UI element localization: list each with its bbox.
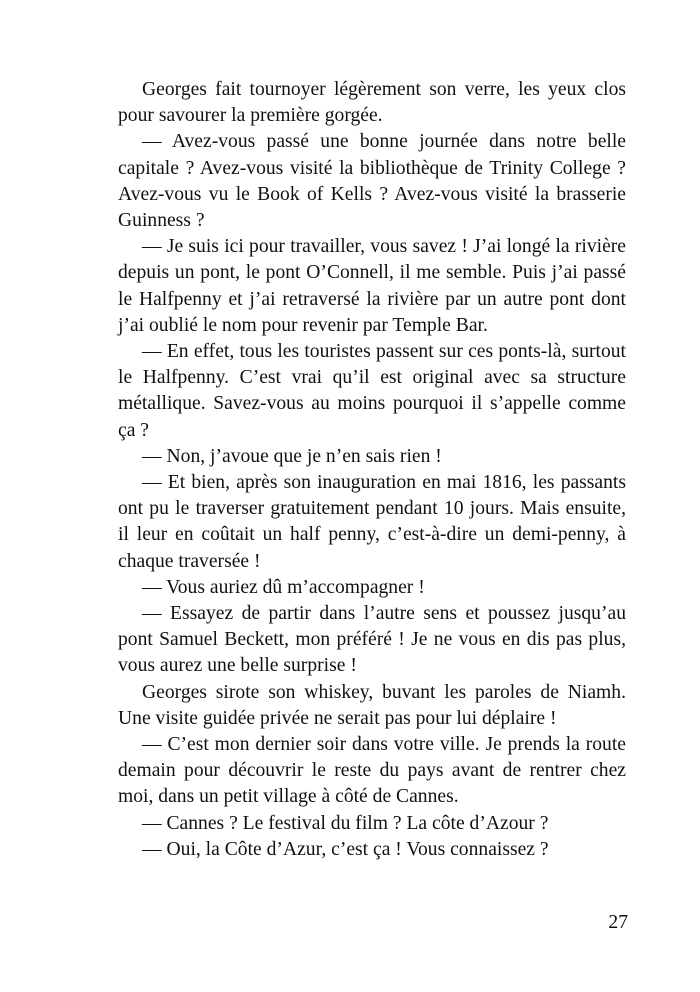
paragraph: Georges sirote son whiskey, buvant les paroles de Niamh. Une visite guidée privée ne serait pas pour lui déplaire !: [118, 681, 626, 729]
dialogue-line: — Vous auriez dû m’accompagner !: [142, 576, 425, 598]
dialogue-line: — En effet, tous les touristes passent sur ces ponts-là, surtout le Halfpenny. C’est vrai qu’il est original avec sa structure métallique. Savez-vous au moins pourquoi il s’appelle comme ça ?: [118, 341, 626, 441]
dialogue-line: — Cannes ? Le festival du film ? La côte d’Azour ?: [142, 812, 549, 834]
body-text: [118, 77, 626, 863]
page-number: 27: [608, 912, 628, 933]
dialogue-line: — Et bien, après son inauguration en mai 1816, les passants ont pu le traverser gratuitement pendant 10 jours. Mais ensuite, il leur en coûtait un half penny, c’est-à-dire un demi-penny, à chaque traversée !: [118, 472, 626, 572]
dialogue-line: — C’est mon dernier soir dans votre ville. Je prends la route demain pour découvrir le reste du pays avant de rentrer chez moi, dans un petit village à côté de Cannes.: [118, 734, 626, 808]
paragraph: Georges fait tournoyer légèrement son verre, les yeux clos pour savourer la première gorgée.: [118, 79, 626, 127]
dialogue-line: — Oui, la Côte d’Azur, c’est ça ! Vous connaissez ?: [142, 838, 549, 860]
dialogue-line: — Avez-vous passé une bonne journée dans notre belle capitale ? Avez-vous visité la bibliothèque de Trinity College ? Avez-vous vu le Book of Kells ? Avez-vous visité la brasserie Guinness ?: [118, 131, 626, 232]
dialogue-line: — Essayez de partir dans l’autre sens et poussez jusqu’au pont Samuel Beckett, mon préféré ! Je ne vous en dis pas plus, vous aurez une belle surprise !: [118, 603, 626, 677]
dialogue-line: — Je suis ici pour travailler, vous savez ! J’ai longé la rivière depuis un pont, le pont O’Connell, il me semble. Puis j’ai passé le Halfpenny et j’ai retraversé la rivière par un autre pont dont j’ai oublié le nom pour revenir par Temple Bar.: [118, 236, 626, 336]
dialogue-line: — Non, j’avoue que je n’en sais rien !: [142, 445, 442, 467]
